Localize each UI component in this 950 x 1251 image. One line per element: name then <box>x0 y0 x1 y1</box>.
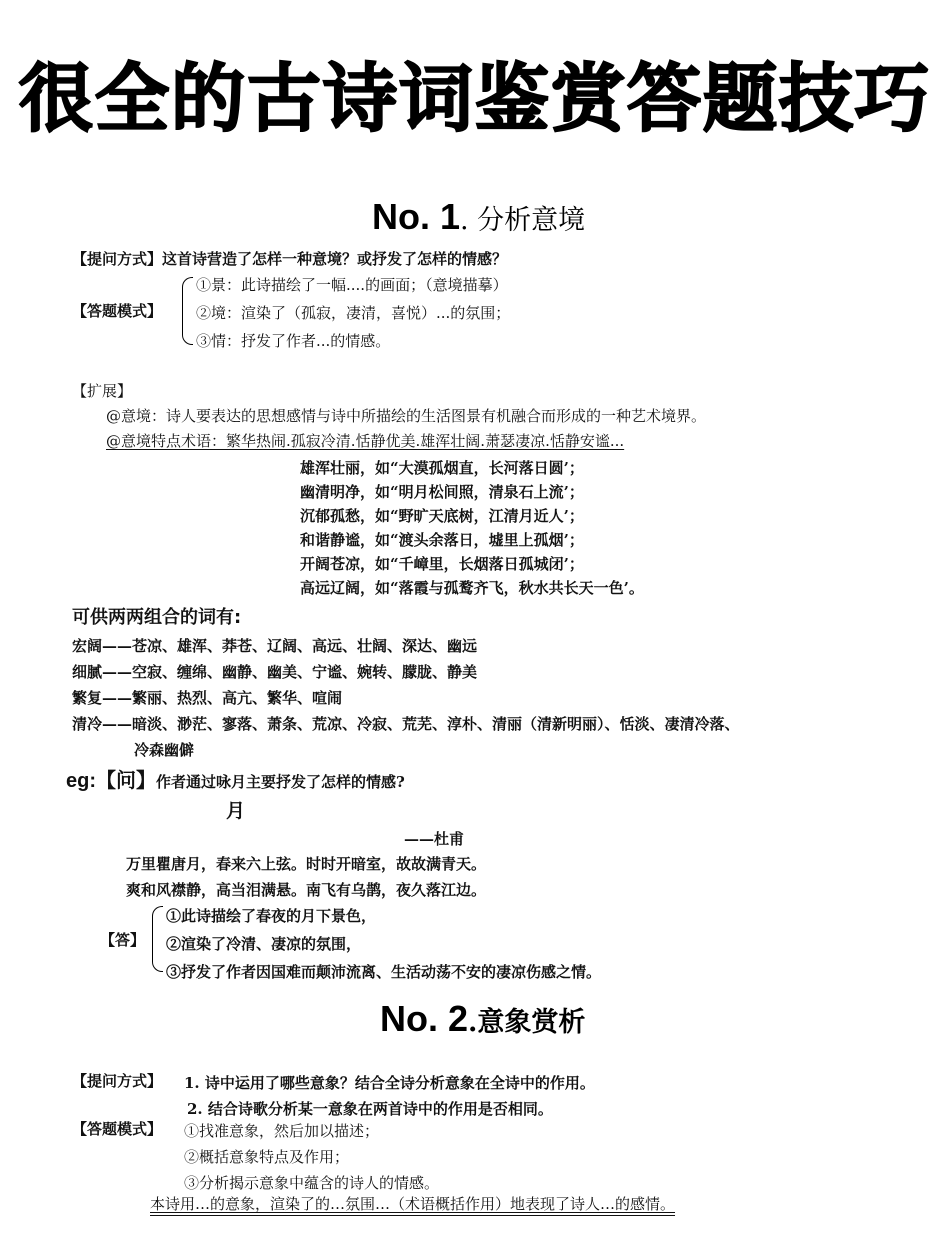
section2-answer-item: ②概括意象特点及作用； <box>184 1148 350 1166</box>
section2-name: .意象赏析 <box>468 1007 586 1038</box>
poem-line: 万里瞿唐月，春来六上弦。时时开暗室，故故满青天。 <box>126 855 487 873</box>
section2-answer-item: ③分析揭示意象中蕴含的诗人的情感。 <box>184 1174 440 1192</box>
section1-name: . 分析意境 <box>460 205 586 236</box>
section2-answer-label: 【答题模式】 <box>72 1120 163 1138</box>
poem-body <box>126 851 486 903</box>
answer-item: ①此诗描绘了春夜的月下景色， <box>166 907 377 925</box>
eg-prefix: eg: <box>66 770 96 792</box>
section1-expand-terms: @意境特点术语：繁华热闹.孤寂冷清.恬静优美.雄浑壮阔.萧瑟凄凉.恬静安谧... <box>106 432 625 450</box>
section2-number: No. 2 <box>380 998 469 1039</box>
eg-question-label: 【问】 <box>96 768 156 792</box>
section1-question-text: 这首诗营造了怎样一种意境？或抒发了怎样的情感？ <box>162 250 508 268</box>
section1-expand-definition: @意境：诗人要表达的思想感情与诗中所描绘的生活图景有机融合而形成的一种艺术境界。 <box>106 407 707 425</box>
section1-question-row <box>72 248 507 269</box>
example-line: 和谐静谧，如“渡头余落日，墟里上孤烟’； <box>300 531 584 549</box>
section2-question-list <box>184 1070 595 1122</box>
section2-heading <box>380 998 585 1040</box>
section2-answer-list <box>184 1118 439 1196</box>
example-line: 雄浑壮丽，如“大漠孤烟直，长河落日圆’； <box>300 459 584 477</box>
answer-list <box>166 902 601 986</box>
section1-answer-bracket <box>182 277 193 345</box>
answer-bracket <box>152 906 163 972</box>
section1-examples <box>300 456 644 600</box>
section2-question-label: 【提问方式】 <box>72 1072 163 1090</box>
section1-answer-label: 【答题模式】 <box>72 302 163 320</box>
section2-template-sentence: 本诗用…的意象，渲染了的…氛围…（术语概括作用）地表现了诗人…的感情。 <box>150 1195 676 1213</box>
section1-answer-item-3: ③情：抒发了作者...的情感。 <box>196 332 391 350</box>
eg-row <box>66 764 405 793</box>
combo-line: 繁复——繁丽、热烈、高亢、繁华、喧闹 <box>72 689 343 707</box>
combo-line: 冷森幽僻 <box>134 741 195 759</box>
combo-line: 宏阔——苍凉、雄浑、莽苍、辽阔、高远、壮阔、深达、幽远 <box>72 637 478 655</box>
section1-expand-label: 【扩展】 <box>72 382 133 400</box>
section2-question: 2. 结合诗歌分析某一意象在两首诗中的作用是否相同。 <box>187 1100 553 1118</box>
section1-answer-item-1: ①景：此诗描绘了一幅....的画面；（意境描摹） <box>196 276 508 294</box>
example-line: 沉郁孤愁，如“野旷天底树，江清月近人’； <box>300 507 584 525</box>
eg-question: 作者通过咏月主要抒发了怎样的情感? <box>156 773 405 791</box>
combo-line: 清冷——暗淡、渺茫、寥落、萧条、荒凉、冷寂、荒芜、淳朴、清丽（清新明丽）、恬淡、凄清冷落、 <box>72 715 740 733</box>
answer-item: ③抒发了作者因国难而颠沛流离、生活动荡不安的凄凉伤感之情。 <box>166 963 602 981</box>
section1-question-label: 【提问方式】 <box>72 250 163 268</box>
answer-item: ②渲染了冷清、凄凉的氛围， <box>166 935 362 953</box>
poem-line: 爽和风襟静，高当泪满悬。南飞有乌鹊，夜久落江边。 <box>126 881 487 899</box>
example-line: 幽清明净，如“明月松间照，清泉石上流’； <box>300 483 584 501</box>
page-title: 很全的古诗词鉴赏答题技巧 <box>19 56 931 142</box>
poem-title: 月 <box>226 800 246 822</box>
example-line: 高远辽阔，如“落霞与孤鹜齐飞，秋水共长天一色’。 <box>300 579 644 597</box>
combo-line: 细腻——空寂、缠绵、幽静、幽美、宁谧、婉转、朦胧、静美 <box>72 663 478 681</box>
combo-list <box>72 633 740 763</box>
answer-label: 【答】 <box>100 931 146 949</box>
example-line: 开阔苍凉，如“千嶂里，长烟落日孤城闭’； <box>300 555 584 573</box>
poem-author: ——杜甫 <box>404 830 465 848</box>
section2-answer-item: ①找准意象，然后加以描述； <box>184 1122 380 1140</box>
section1-number: No. 1 <box>372 196 461 237</box>
section1-heading <box>372 196 585 238</box>
section1-answer-item-2: ②境：渲染了（孤寂，凄清，喜悦）...的氛围； <box>196 304 511 322</box>
section2-question: 1. 诗中运用了哪些意象？结合全诗分析意象在全诗中的作用。 <box>184 1074 595 1092</box>
combo-title: 可供两两组合的词有: <box>72 607 242 628</box>
